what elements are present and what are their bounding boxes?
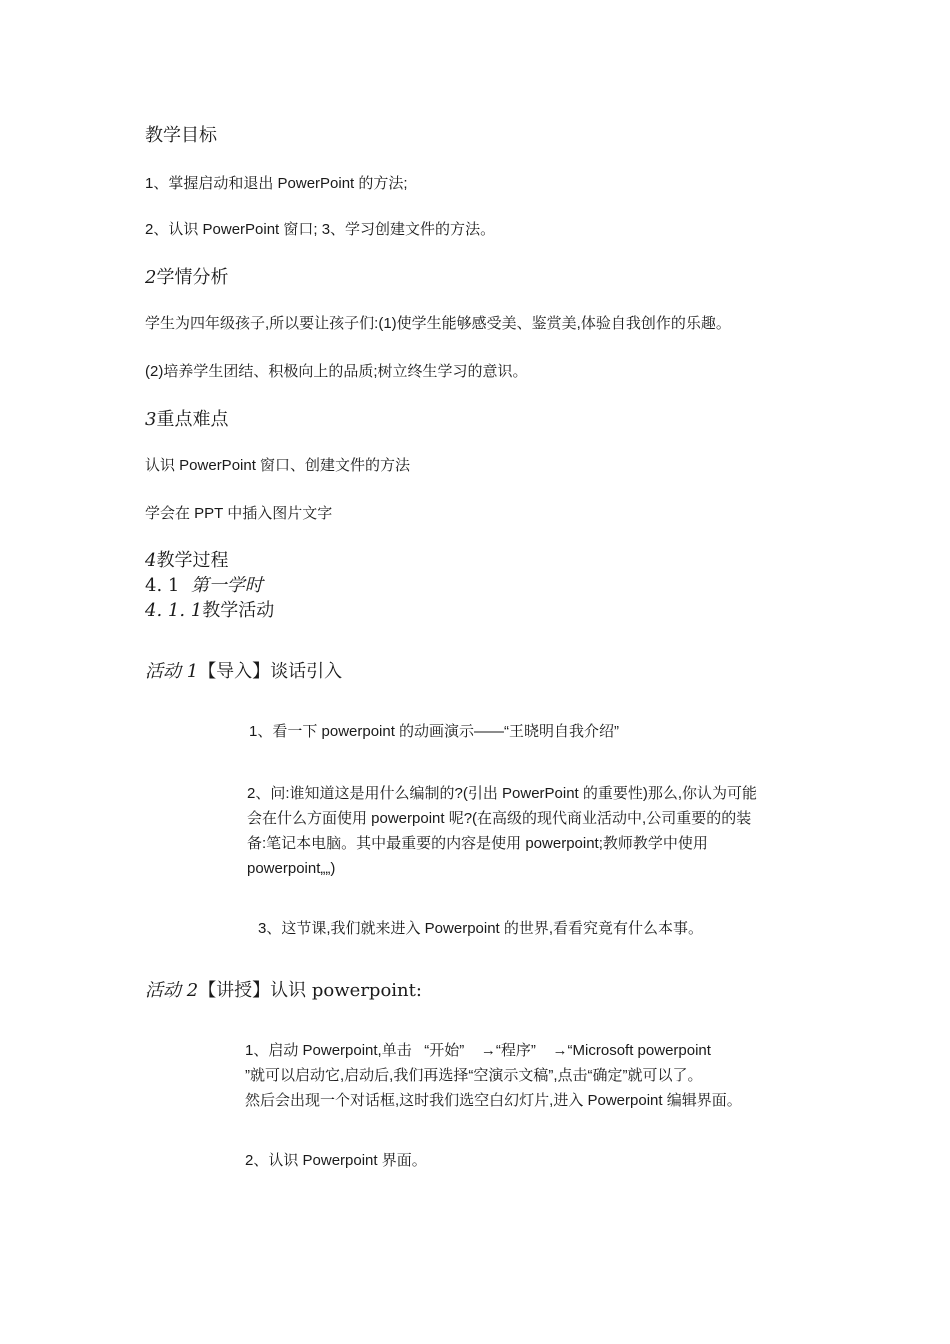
key-points-heading bbox=[145, 411, 228, 429]
process-heading bbox=[145, 552, 228, 570]
activity-1-title: 【导入】谈话引入 bbox=[198, 661, 343, 682]
process-subheading-2 bbox=[145, 602, 274, 620]
process-subheading-1-number: 4. 1 bbox=[145, 575, 180, 596]
activity-2-step-1-line: 1、启动 Powerpoint,单击 “开始” →“程序” →“Microsoft powerpoint bbox=[245, 1042, 711, 1059]
activity-2-title: 【讲授】认识 powerpoint: bbox=[198, 980, 422, 1001]
analysis-paragraph-2: (2)培养学生团结、积极向上的品质;树立终生学习的意识。 bbox=[145, 363, 528, 380]
objectives-heading: 教学目标 bbox=[145, 125, 217, 146]
analysis-heading bbox=[145, 269, 228, 287]
analysis-heading-text: 学情分析 bbox=[156, 267, 229, 288]
activity-1-step-2-line: 备:笔记本电脑。其中最重要的内容是使用 powerpoint;教师教学中使用 bbox=[247, 835, 708, 852]
key-points-heading-text: 重点难点 bbox=[156, 409, 229, 430]
key-points-paragraph-2: 学会在 PPT 中插入图片文字 bbox=[145, 505, 333, 522]
analysis-heading-number: 2 bbox=[145, 267, 157, 288]
process-subheading-1-text: 第一学时 bbox=[190, 575, 263, 596]
activity-2-heading bbox=[145, 982, 422, 1000]
activity-1-step-1: 1、看一下 powerpoint 的动画演示——“王晓明自我介绍” bbox=[249, 723, 620, 740]
activity-1-step-3: 3、这节课,我们就来进入 Powerpoint 的世界,看看究竟有什么本事。 bbox=[258, 920, 704, 937]
activity-1-heading bbox=[145, 663, 342, 681]
key-points-paragraph-1: 认识 PowerPoint 窗口、创建文件的方法 bbox=[145, 457, 411, 474]
objective-item-2: 2、认识 PowerPoint 窗口; 3、学习创建文件的方法。 bbox=[145, 221, 496, 238]
activity-2-step-1-line: 然后会出现一个对话框,这时我们选空白幻灯片,进入 Powerpoint 编辑界面。 bbox=[245, 1092, 742, 1109]
activity-2-step-2: 2、认识 Powerpoint 界面。 bbox=[245, 1152, 427, 1169]
activity-1-step-2 bbox=[247, 781, 817, 881]
objective-item-1: 1、掌握启动和退出 PowerPoint 的方法; bbox=[145, 175, 408, 192]
process-subheading-2-number: 4. 1. 1 bbox=[145, 600, 203, 621]
process-heading-number: 4 bbox=[145, 550, 157, 571]
activity-1-label: 活动 1 bbox=[145, 661, 199, 682]
analysis-paragraph-1: 学生为四年级孩子,所以要让孩子们:(1)使学生能够感受美、鉴赏美,体验自我创作的乐趣。 bbox=[145, 315, 731, 332]
process-subheading-1 bbox=[145, 577, 263, 595]
key-points-heading-number: 3 bbox=[145, 409, 157, 430]
activity-2-step-1-line: ”就可以启动它,启动后,我们再选择“空演示文稿”,点击“确定”就可以了。 bbox=[245, 1067, 703, 1084]
activity-1-step-2-line: powerpoint„„) bbox=[247, 860, 336, 877]
process-heading-text: 教学过程 bbox=[156, 550, 229, 571]
process-subheading-2-text: 教学活动 bbox=[202, 600, 275, 621]
activity-2-step-1 bbox=[245, 1038, 825, 1113]
activity-1-step-2-line: 会在什么方面使用 powerpoint 呢?(在高级的现代商业活动中,公司重要的的装 bbox=[247, 810, 752, 827]
activity-1-step-2-line: 2、问:谁知道这是用什么编制的?(引出 PowerPoint 的重要性)那么,你认为可能 bbox=[247, 785, 758, 802]
activity-2-label: 活动 2 bbox=[145, 980, 199, 1001]
